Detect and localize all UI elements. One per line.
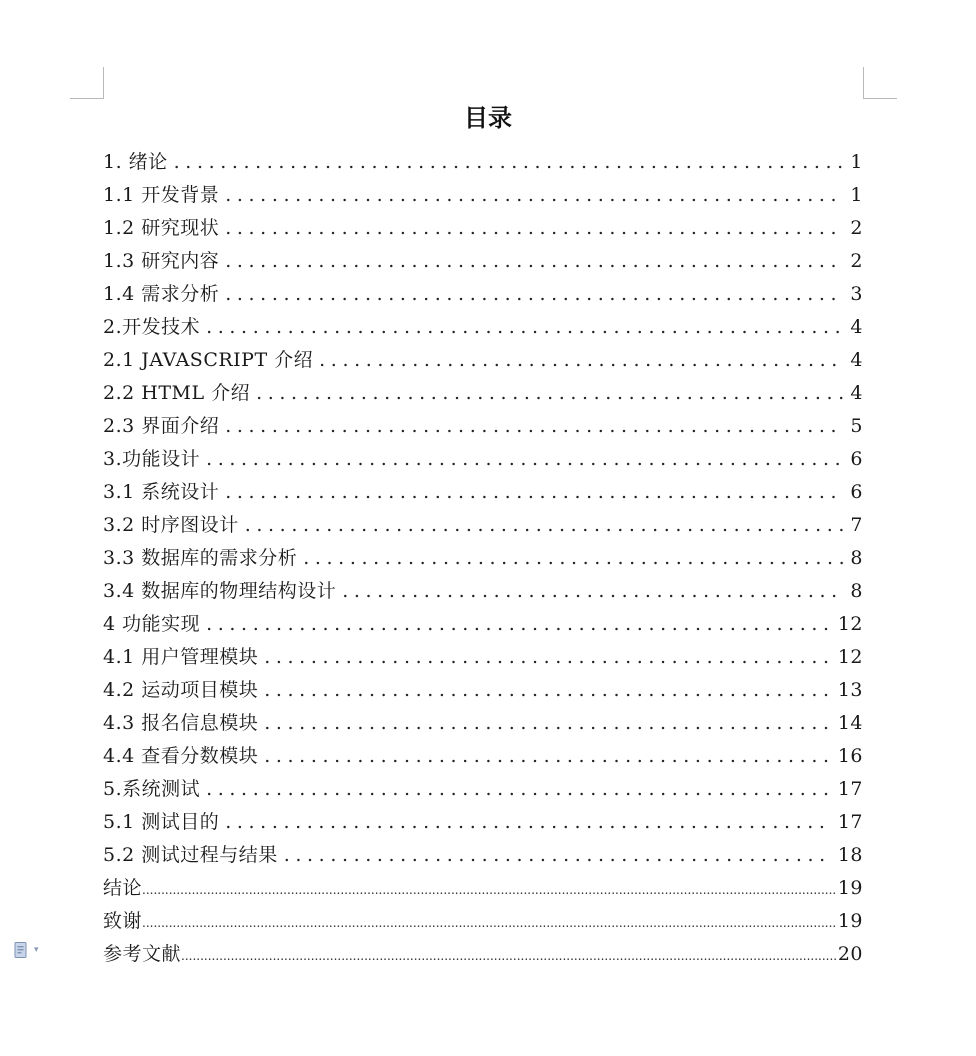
toc-page-number: 20 [837,943,863,965]
toc-page-number: 7 [850,514,863,536]
toc-entry[interactable] [103,410,863,443]
toc-page-number: 14 [837,712,863,734]
toc-entry-text: 2.1 JAVASCRIPT 介绍 [103,349,314,371]
toc-leader [142,907,837,940]
toc-entry[interactable] [103,608,863,641]
toc-entry[interactable] [103,344,863,377]
toc-leader [181,940,837,973]
toc-leader [225,476,844,509]
toc-leader [225,245,844,278]
toc-entry[interactable] [103,707,863,740]
toc-leader [319,344,844,377]
toc-leader [142,874,837,907]
toc-entry-text: 参考文献 [103,943,182,965]
toc-entry[interactable] [103,212,863,245]
toc-page-number: 5 [850,415,863,437]
toc-entry-text: 2.3 界面介绍 [103,415,220,437]
toc-page-number: 3 [850,283,863,305]
toc-entry-text: 结论 [103,877,143,899]
toc-leader [225,212,844,245]
crop-mark-top-left [70,67,104,99]
toc-page-number: 1 [850,151,863,173]
table-of-contents [103,146,863,971]
toc-page-number: 8 [850,580,863,602]
toc-entry-text: 1.3 研究内容 [103,250,220,272]
toc-page-number: 4 [850,316,863,338]
toc-page-number: 8 [850,547,863,569]
toc-entry-text: 4 功能实现 [103,613,201,635]
toc-page-number: 17 [837,811,863,833]
toc-title: 目录 [464,104,512,132]
toc-entry-text: 4.1 用户管理模块 [103,646,259,668]
toc-page-number: 17 [837,778,863,800]
toc-entry[interactable] [103,773,863,806]
toc-entry[interactable] [103,839,863,872]
toc-entry[interactable] [103,245,863,278]
toc-page-number: 2 [850,250,863,272]
toc-page-number: 6 [850,481,863,503]
toc-entry[interactable] [103,311,863,344]
toc-page-number: 12 [837,646,863,668]
toc-page-number: 4 [850,382,863,404]
toc-entry[interactable] [103,641,863,674]
toc-leader [264,674,832,707]
toc-leader [225,179,844,212]
crop-mark-top-right [863,67,897,99]
toc-page-number: 16 [837,745,863,767]
toc-page-number: 13 [837,679,863,701]
toc-entry-text: 1.1 开发背景 [103,184,220,206]
toc-entry-text: 2.开发技术 [103,316,201,338]
toc-leader [303,542,844,575]
toc-entry-text: 5.2 测试过程与结果 [103,844,278,866]
toc-entry[interactable] [103,278,863,311]
document-options-icon [12,941,30,959]
toc-page-number: 6 [850,448,863,470]
toc-entry-text: 2.2 HTML 介绍 [103,382,251,404]
toc-entry-text: 4.2 运动项目模块 [103,679,259,701]
toc-leader [245,509,845,542]
toc-page-number: 19 [837,910,863,932]
toc-page-number: 4 [850,349,863,371]
toc-entry-text: 5.系统测试 [103,778,201,800]
toc-page-number: 19 [837,877,863,899]
toc-entry[interactable] [103,872,863,905]
toc-entry-text: 1.4 需求分析 [103,283,220,305]
toc-entry[interactable] [103,905,863,938]
toc-leader [206,443,844,476]
toc-entry-text: 4.4 查看分数模块 [103,745,259,767]
toc-entry[interactable] [103,575,863,608]
toc-entry-text: 3.2 时序图设计 [103,514,239,536]
toc-leader [264,641,832,674]
toc-entry-text: 4.3 报名信息模块 [103,712,259,734]
toc-entry[interactable] [103,179,863,212]
toc-page-number: 1 [850,184,863,206]
toc-entry-text: 致谢 [103,910,143,932]
toc-entry[interactable] [103,476,863,509]
toc-entry-text: 3.1 系统设计 [103,481,220,503]
toc-leader [264,740,832,773]
toc-entry-text: 1.2 研究现状 [103,217,220,239]
chevron-down-icon: ▾ [34,945,39,955]
toc-page-number: 2 [850,217,863,239]
toc-entry-text: 5.1 测试目的 [103,811,220,833]
toc-leader [284,839,832,872]
toc-entry[interactable] [103,443,863,476]
toc-leader [225,410,844,443]
toc-entry-text: 3.4 数据库的物理结构设计 [103,580,337,602]
toc-leader [225,278,844,311]
toc-leader [206,608,832,641]
toc-leader [264,707,832,740]
toc-leader [342,575,844,608]
toc-entry[interactable] [103,509,863,542]
toc-entry[interactable] [103,740,863,773]
toc-entry-text: 1. 绪论 [103,151,168,173]
toc-leader [206,773,832,806]
toc-leader [206,311,844,344]
document-options-button[interactable] [12,940,48,960]
toc-entry-text: 3.功能设计 [103,448,201,470]
toc-entry[interactable] [103,806,863,839]
toc-entry[interactable] [103,938,863,971]
toc-entry[interactable] [103,674,863,707]
toc-page-number: 18 [837,844,863,866]
toc-page-number: 12 [837,613,863,635]
toc-entry[interactable] [103,377,863,410]
toc-leader [225,806,832,839]
toc-leader [174,146,845,179]
toc-entry[interactable] [103,146,863,179]
toc-entry[interactable] [103,542,863,575]
toc-leader [256,377,844,410]
toc-entry-text: 3.3 数据库的需求分析 [103,547,298,569]
